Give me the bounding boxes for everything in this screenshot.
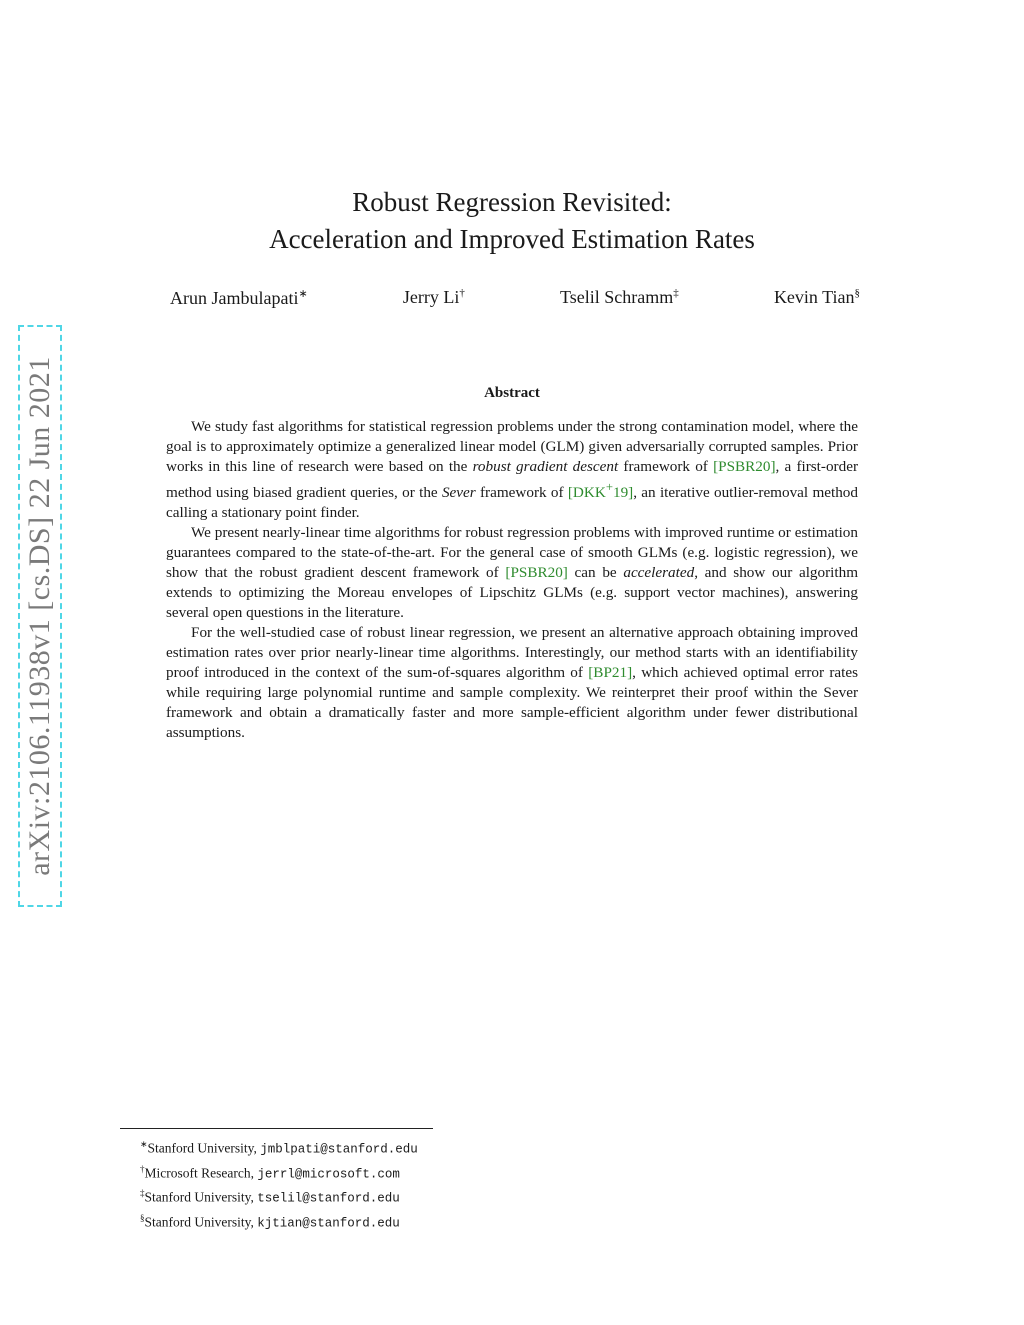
paper-title bbox=[0, 184, 1024, 258]
author bbox=[403, 287, 465, 309]
email-link[interactable]: jerrl@microsoft.com bbox=[257, 1167, 400, 1181]
author-name: Arun Jambulapati bbox=[170, 288, 299, 308]
author-name: Tselil Schramm bbox=[560, 287, 674, 307]
footnote: ‡Stanford University, tselil@stanford.edu bbox=[140, 1188, 400, 1206]
author bbox=[774, 287, 860, 309]
footnote: ∗Stanford University, jmblpati@stanford.edu bbox=[140, 1139, 418, 1157]
emphasis: robust gradient descent bbox=[472, 458, 619, 475]
author-mark: ‡ bbox=[673, 287, 679, 299]
citation-link[interactable]: [BP21] bbox=[588, 664, 633, 682]
author bbox=[170, 287, 308, 309]
abstract-paragraph-1: We study fast algorithms for statistical regression problems under the strong contamination model, where the goal is to approximately optimize a generalized linear model (GLM) given adversarially corrupted samples. Prior works in this line of research were based on the robust gradient descent framework of [PSBR20], a first-order method using biased gradient queries, or the Sever framework of [DKK+19], an iterative outlier-removal method calling a stationary point finder. bbox=[166, 418, 859, 522]
author-mark: † bbox=[459, 287, 465, 299]
author-list bbox=[170, 287, 860, 309]
author-name: Kevin Tian bbox=[773, 287, 855, 307]
footnote-rule bbox=[120, 1128, 433, 1129]
email-link[interactable]: jmblpati@stanford.edu bbox=[260, 1142, 418, 1157]
arxiv-watermark bbox=[18, 325, 62, 907]
email-link[interactable]: tselil@stanford.edu bbox=[257, 1191, 400, 1206]
citation-link[interactable]: [PSBR20] bbox=[505, 564, 568, 582]
author-mark: ∗ bbox=[298, 288, 308, 300]
footnote: §Stanford University, kjtian@stanford.edu bbox=[140, 1212, 400, 1230]
author-mark: § bbox=[854, 287, 860, 299]
abstract-heading: Abstract bbox=[484, 385, 540, 401]
email-link[interactable]: kjtian@stanford.edu bbox=[257, 1216, 400, 1230]
citation-link[interactable]: [DKK+19] bbox=[567, 480, 634, 502]
title-line-2: Acceleration and Improved Estimation Rates bbox=[269, 224, 755, 254]
emphasis: Sever bbox=[441, 484, 476, 502]
emphasis: accelerated bbox=[623, 564, 695, 582]
author-name: Jerry Li bbox=[402, 287, 460, 307]
abstract-paragraph-2: We present nearly-linear time algorithms for robust regression problems with improved runtime or estimation guarantees compared to the state-of-the-art. For the general case of smooth GLMs (e.g. logistic regression), we show that the robust gradient descent framework of [PSBR20] can be accelerated, and show our algorithm extends to optimizing the Moreau envelopes of Lipschitz GLMs (e.g. support vector machines), answering several open questions in the literature. bbox=[166, 524, 859, 622]
abstract-paragraph-3: For the well-studied case of robust linear regression, we present an alternative approach obtaining improved estimation rates over prior nearly-linear time algorithms. Interestingly, our method starts with an identifiability proof introduced in the context of the sum-of-squares algorithm of [BP21], which achieved optimal error rates while requiring large polynomial runtime and sample complexity. We reinterpret their proof within the Sever framework and obtain a dramatically faster and more sample-efficient algorithm under fewer distributional assumptions. bbox=[166, 624, 858, 742]
footnotes bbox=[140, 1135, 418, 1233]
author bbox=[560, 287, 679, 309]
citation-link[interactable]: [PSBR20] bbox=[713, 458, 776, 475]
title-line-1: Robust Regression Revisited: bbox=[352, 187, 672, 217]
abstract-body bbox=[166, 417, 858, 743]
footnote: †Microsoft Research, jerrl@microsoft.com bbox=[140, 1163, 400, 1181]
arxiv-id-text: arXiv:2106.11938v1 [cs.DS] 22 Jun 2021 bbox=[23, 356, 56, 876]
